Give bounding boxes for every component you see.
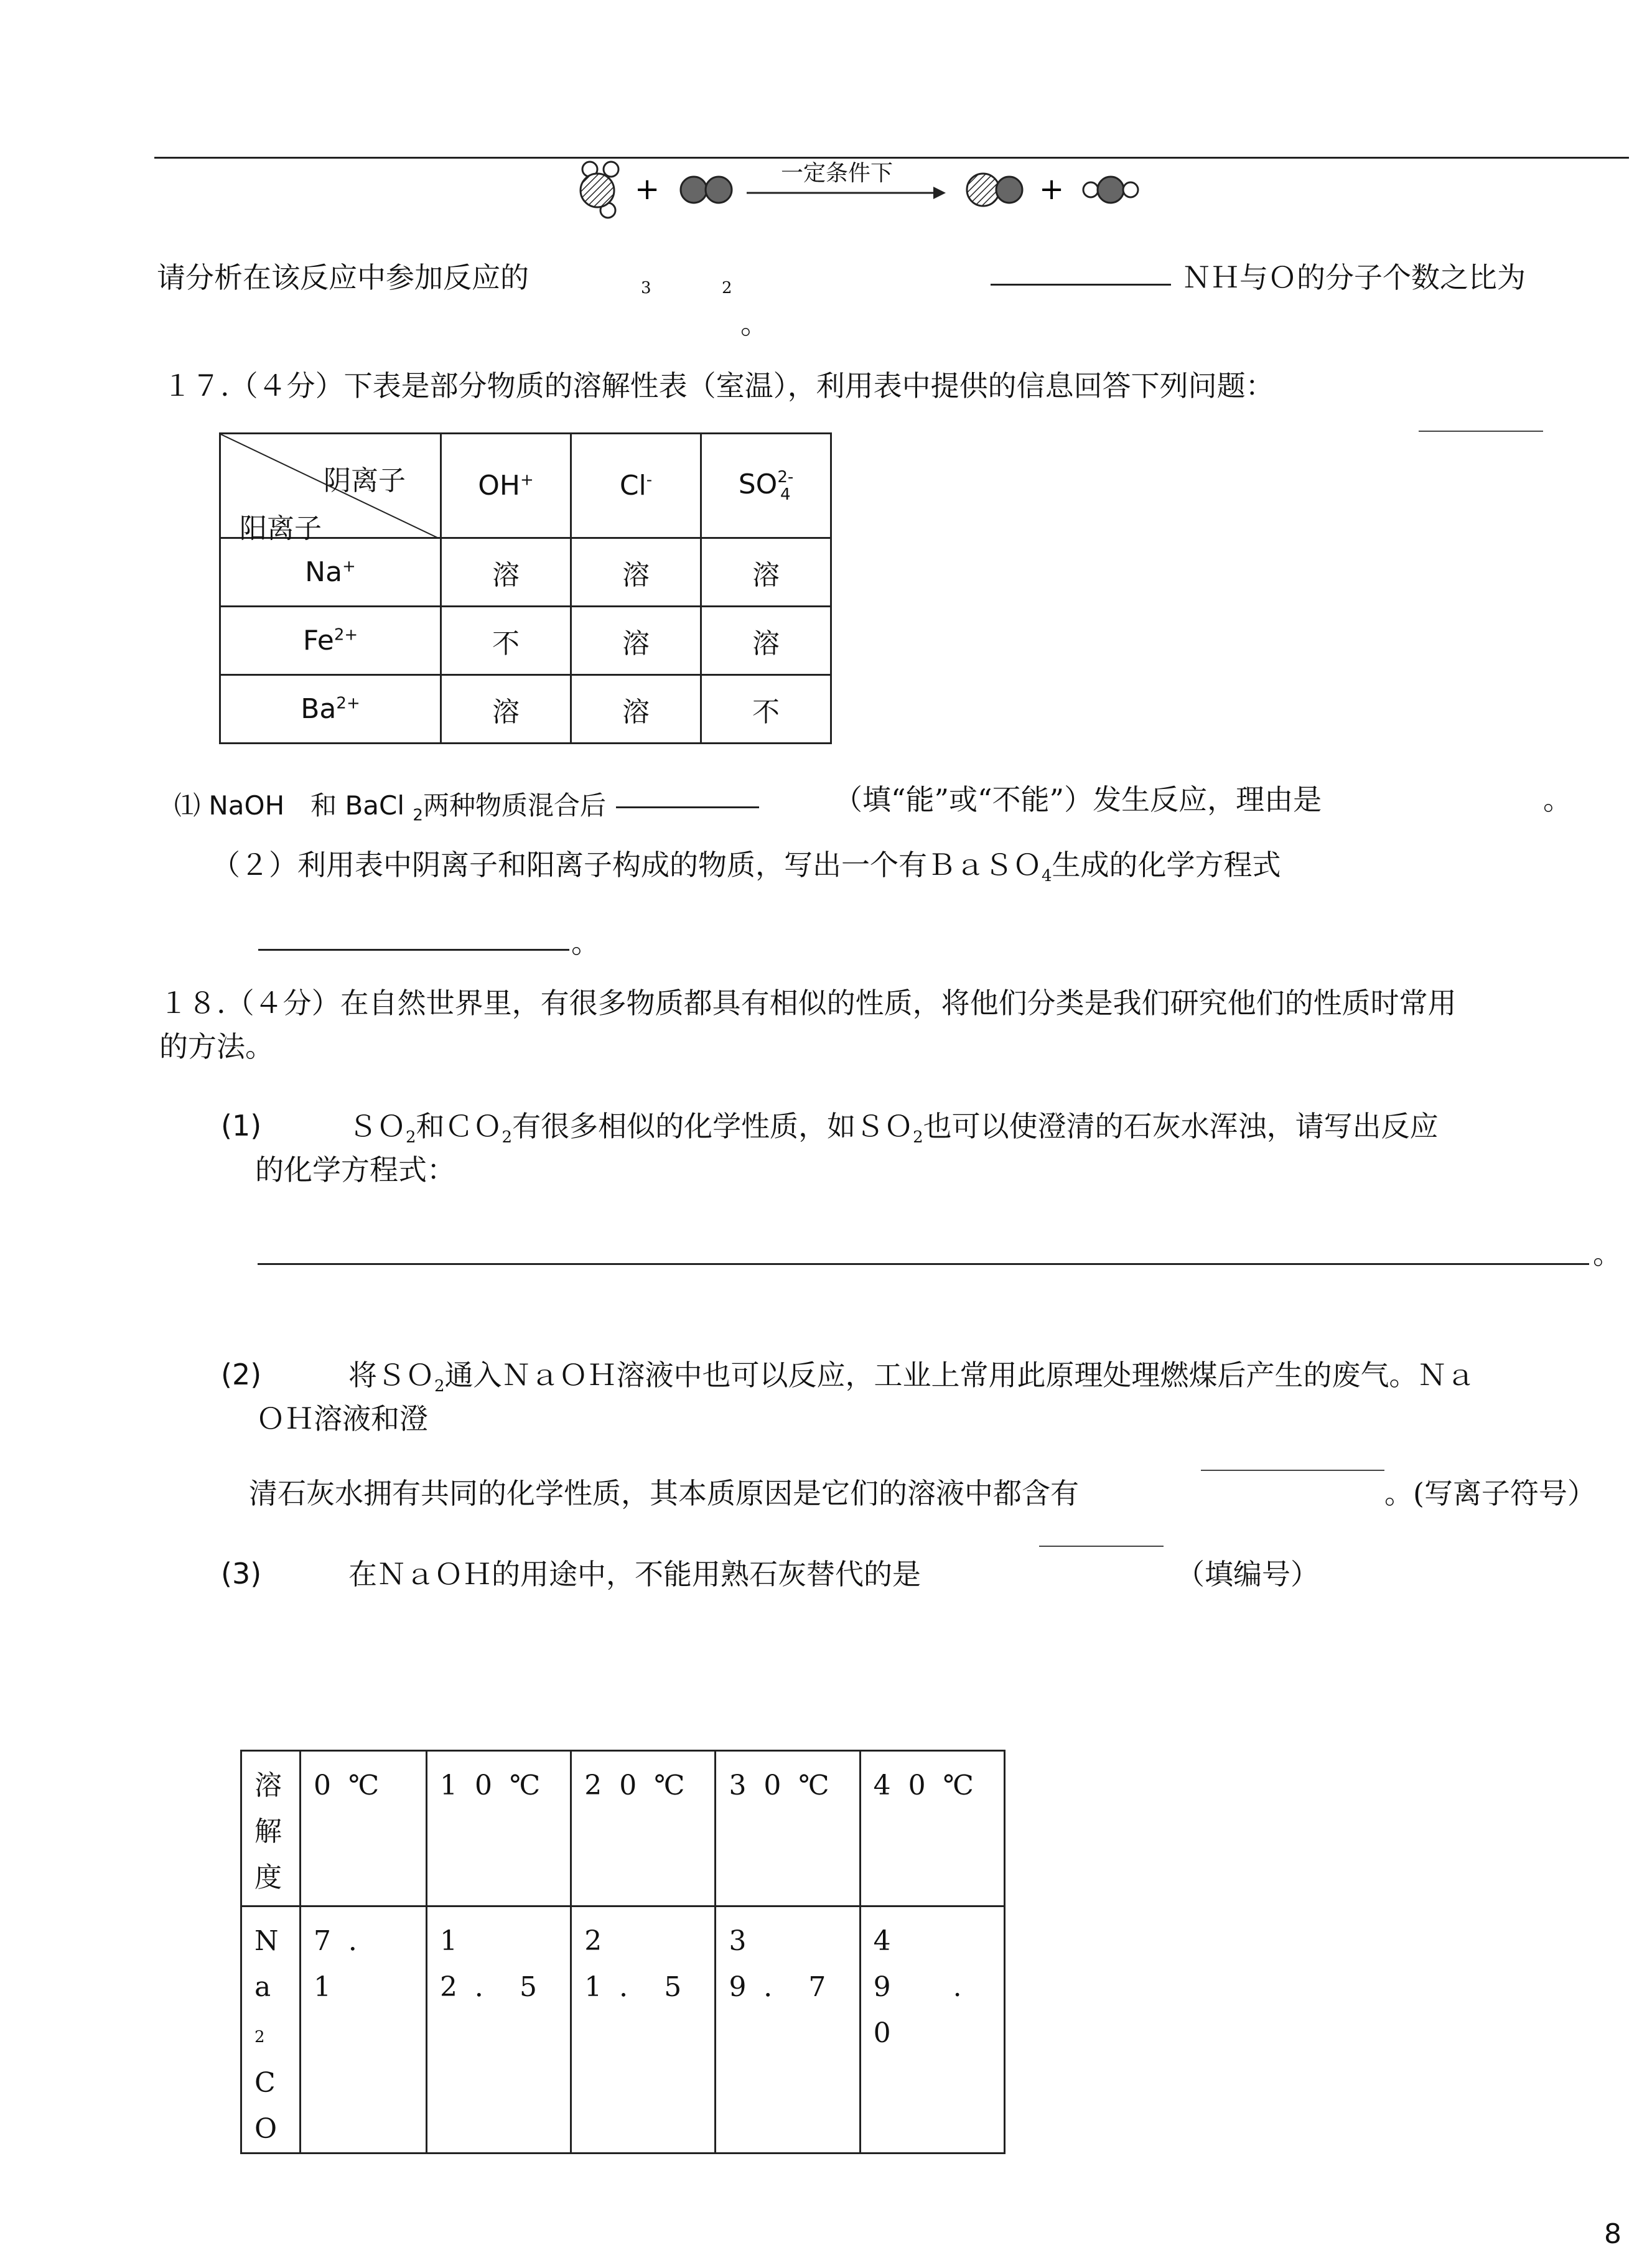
q18-p3-num: (3) (221, 1557, 262, 1590)
value-cell: 7．1 (301, 1906, 427, 2154)
na2co3-solubility-table (240, 1750, 1005, 2154)
page-number: 8 (1604, 2218, 1621, 2250)
q18-p1-end: 。 (1593, 1237, 1621, 1271)
q17-p1: ⑴ NaOH 和 BaCl $_2$两种物质混合后 (174, 790, 606, 825)
ammonia-molecule-icon (581, 162, 618, 218)
row-label-na2co3: N a 2 C O (241, 1906, 301, 2154)
solubility-table (219, 432, 832, 744)
table-cell: 溶 (571, 607, 701, 675)
header-solubility: 溶 解 度 (241, 1751, 301, 1906)
temp-header: 10℃ (427, 1751, 571, 1906)
header-anion: 阴离子 (324, 465, 406, 497)
q17-p2-blank[interactable] (258, 949, 569, 951)
q18-p2-e: 。(写离子符号） (1384, 1477, 1596, 1510)
q18-p2-c: ＯＨ溶液和澄 (256, 1402, 428, 1435)
anion-cl: Cl- (571, 434, 701, 538)
q17-stem: １７.（４分）下表是部分物质的溶解性表（室温），利用表中提供的信息回答下列问题： (163, 369, 1274, 403)
temp-header: 40℃ (860, 1751, 1004, 1906)
arrow-label: 一定条件下 (781, 161, 893, 186)
q17-p1-blank-1[interactable] (616, 806, 759, 808)
q16-sub-2: 2 (722, 279, 732, 297)
q16-text-b: ＮＨ与Ｏ的分子个数之比为 (1182, 261, 1526, 294)
table-cell: 溶 (571, 675, 701, 744)
q18-p2-blank[interactable] (1201, 1470, 1384, 1471)
value-cell: 4 9 . 0 (860, 1906, 1004, 2154)
plus-sign-2: + (1039, 172, 1065, 207)
table-cell: 不 (441, 607, 571, 675)
table-cell: 溶 (701, 607, 831, 675)
cation-ba: $Ba^{2+}$ (220, 675, 441, 744)
header-cation: 阳离子 (240, 513, 322, 544)
q17-p2-end: 。 (571, 926, 600, 959)
q18-p2-d: 清石灰水拥有共同的化学性质，其本质原因是它们的溶液中都含有 (249, 1477, 1079, 1510)
q18-p1-line: ＳＯ$_2$和ＣＯ$_2$有很多相似的化学性质，如ＳＯ$_2$也可以使澄清的石灰水浑浊，请写出反应 (348, 1109, 1439, 1147)
q18-stem-b: 的方法。 (159, 1030, 274, 1063)
q18-p1-e: 的化学方程式： (255, 1153, 455, 1187)
q18-stem-a: １８.（４分）在自然世界里，有很多物质都具有相似的性质，将他们分类是我们研究他们的性质时常用 (159, 986, 1457, 1020)
q18-p2-line: 将ＳＯ$_2$通入ＮａＯＨ溶液中也可以反应，工业上常用此原理处理燃煤后产生的废气。Ｎａ (348, 1358, 1475, 1396)
temp-header: 0℃ (301, 1751, 427, 1906)
q18-p3-a: 在ＮａＯＨ的用途中，不能用熟石灰替代的是 (348, 1557, 921, 1591)
q17-p1-end: 。 (1543, 783, 1572, 816)
temp-header: 30℃ (716, 1751, 860, 1906)
anion-so4: SO2- 4 (701, 434, 831, 538)
q17-p2: （２）利用表中阴离子和阳离子构成的物质，写出一个有ＢａＳＯ$_4$生成的化学方程式 (212, 848, 1281, 886)
value-cell: 1 2．5 (427, 1906, 571, 2154)
q16-end: 。 (740, 307, 769, 340)
table-cell: 溶 (571, 538, 701, 607)
temp-header: 20℃ (571, 1751, 716, 1906)
q18-p2-num: (2) (221, 1358, 262, 1391)
table-cell: 溶 (701, 538, 831, 607)
q18-p1-blank[interactable] (258, 1263, 1589, 1265)
q16-sub-3: 3 (641, 279, 651, 297)
plus-sign: + (635, 172, 660, 207)
table-cell: 溶 (441, 538, 571, 607)
q17-p1-c: （填“能”或“不能”）发生反应，理由是 (834, 783, 1322, 816)
water-molecule-icon (1083, 177, 1138, 203)
anion-oh: OH+ (441, 434, 571, 538)
value-cell: 2 1．5 (571, 1906, 716, 2154)
table-corner-cell (220, 434, 441, 544)
oxygen-molecule-icon (681, 177, 732, 203)
q18-p3-b: （填编号） (1176, 1557, 1319, 1591)
q17-short-rule (1419, 431, 1543, 432)
q18-p3-blank[interactable] (1039, 1546, 1164, 1547)
table-cell: 溶 (441, 675, 571, 744)
q16-text-a: 请分析在该反应中参加反应的 (157, 261, 529, 294)
cation-fe: $Fe^{2+}$ (220, 607, 441, 675)
value-cell: 3 9．7 (716, 1906, 860, 2154)
cation-na: Na+ (220, 538, 441, 607)
product-molecule-icon (967, 174, 1022, 206)
q18-p1-num: (1) (221, 1109, 262, 1142)
table-cell: 不 (701, 675, 831, 744)
q16-answer-blank[interactable] (991, 284, 1171, 286)
